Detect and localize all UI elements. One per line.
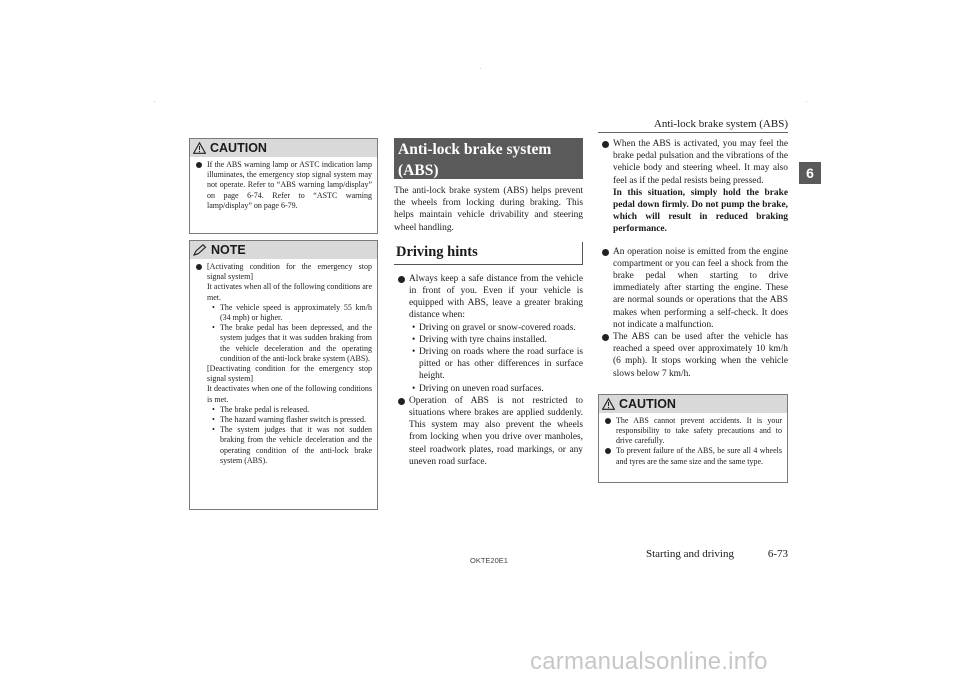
column-middle [394,138,583,468]
note-header [190,241,377,259]
running-header: Anti-lock brake system (ABS) [653,118,788,130]
chapter-tab: 6 [799,162,821,184]
caution-label: CAUTION [210,141,267,155]
caution-header [190,139,377,157]
footer-section: Starting and driving [646,548,734,560]
watermark: carmanualsonline.info [530,648,768,675]
bullet-icon [196,162,202,168]
note-sub-item: • The vehicle speed is approximately 55 km/h (34 mph) or higher. [212,302,372,323]
note-box [189,240,378,510]
driving-hints-title: Driving hints [394,242,583,265]
column-left [189,138,378,510]
bullet-icon [602,249,609,256]
abs-item: When the ABS is activated, you may feel the brake pedal pulsation and the vibrations of the vehicle body and steering wheel. It may also feel as if the pedal resists being pressed. In this situation, simply hold the brake pedal down firmly. Do not pump the brake, which will result in reduced braking performance. [598,138,788,236]
note-item [194,262,372,466]
hint-sub-item: • Driving on gravel or snow-covered roads. [412,322,576,333]
warning-triangle-icon [193,142,206,154]
abs-item: The ABS can be used after the vehicle has reached a speed over approximately 10 km/h (6 mph). It stops working when the vehicle slows below 7 km/h. [598,331,788,380]
note-sub-item: • The hazard warning flasher switch is pressed. [212,415,366,425]
note-deactivating-heading: [Deactivating condition for the emergency stop signal system] [207,364,372,384]
page-footer [646,548,788,560]
bullet-icon [602,334,609,341]
caution-item: To prevent failure of the ABS, be sure all 4 wheels and tyres are the same size and the same type. [603,446,782,466]
caution-text: If the ABS warning lamp or ASTC indication lamp illuminates, the emergency stop signal system may not operate. Refer to “ABS warning lamp/display” on page 6-74. Refer to “ASTC warning lamp/display” on page 6-79. [207,160,372,210]
warning-triangle-icon [602,398,615,410]
hint-item: Always keep a safe distance from the vehicle in front of you. Even if your vehicle is equipped with ABS, leave a greater braking distance when: • Driving on gravel or snow-covered roads. • Driving with tyre chains installed. • Driving on roads where the road surface is pitted or has other differences in surface height. • Driving on uneven road surfaces. [394,273,583,395]
hint-sub-item: • Driving on uneven road surfaces. [412,383,544,394]
hint-item: Operation of ABS is not restricted to situations where brakes are applied suddenly. This system may also prevent the wheels from locking when you drive over manholes, steel roadwork plates, road markings, or any uneven road surface. [394,395,583,468]
abs-item: An operation noise is emitted from the engine compartment or you can feel a shock from the brake pedal when starting to drive immediately after starting the engine. These are normal sounds or operations that the ABS makes when performing a self-check. It does not indicate a malfunction. [598,246,788,331]
bullet-icon [398,398,405,405]
note-sub-item: • The brake pedal has been depressed, and the system judges that it was sudden braking from the vehicle deceleration and the operating condition of the anti-lock brake system (ABS). [212,323,372,363]
note-sub-item: • The system judges that it was not sudden braking from the vehicle deceleration and the operating condition of the anti-lock brake system (ABS). [212,425,372,465]
bullet-icon [398,276,405,283]
caution-header [599,395,787,413]
note-deactivating-intro: It deactivates when one of the following conditions is met. [207,384,372,404]
caution-label: CAUTION [619,396,676,411]
crop-mark [154,101,155,102]
hint-sub-item: • Driving on roads where the road surface is pitted or has other differences in surface height. [412,347,583,382]
note-label: NOTE [211,243,246,257]
caution-box-abs [598,394,788,483]
hint-sub-item: • Driving with tyre chains installed. [412,334,547,345]
crop-mark [480,68,481,69]
caution-item [194,160,372,211]
pencil-icon [193,244,207,256]
note-sub-item: • The brake pedal is released. [212,404,310,414]
caution-item: The ABS cannot prevent accidents. It is your responsibility to take safety precautions and to drive carefully. [603,416,782,447]
header-rule [598,132,788,133]
section-title: Anti-lock brake system (ABS) [394,138,583,179]
bullet-icon [196,264,202,270]
bullet-icon [605,448,611,454]
caution-box [189,138,378,234]
column-right [598,138,788,483]
note-activating-heading: [Activating condition for the emergency stop signal system] [207,262,372,282]
bullet-icon [605,418,611,424]
intro-paragraph: The anti-lock brake system (ABS) helps prevent the wheels from locking during braking. This helps maintain vehicle drivability and steering wheel handling. [394,186,583,233]
page-number: 6-73 [767,548,788,560]
abs-warning-bold: In this situation, simply hold the brake pedal down firmly. Do not pump the brake, which will result in reduced braking performance. [613,187,788,235]
bullet-icon [602,141,609,148]
crop-mark [806,101,807,102]
document-code: OKTE20E1 [470,556,508,565]
note-activating-intro: It activates when all of the following conditions are met. [207,282,372,302]
